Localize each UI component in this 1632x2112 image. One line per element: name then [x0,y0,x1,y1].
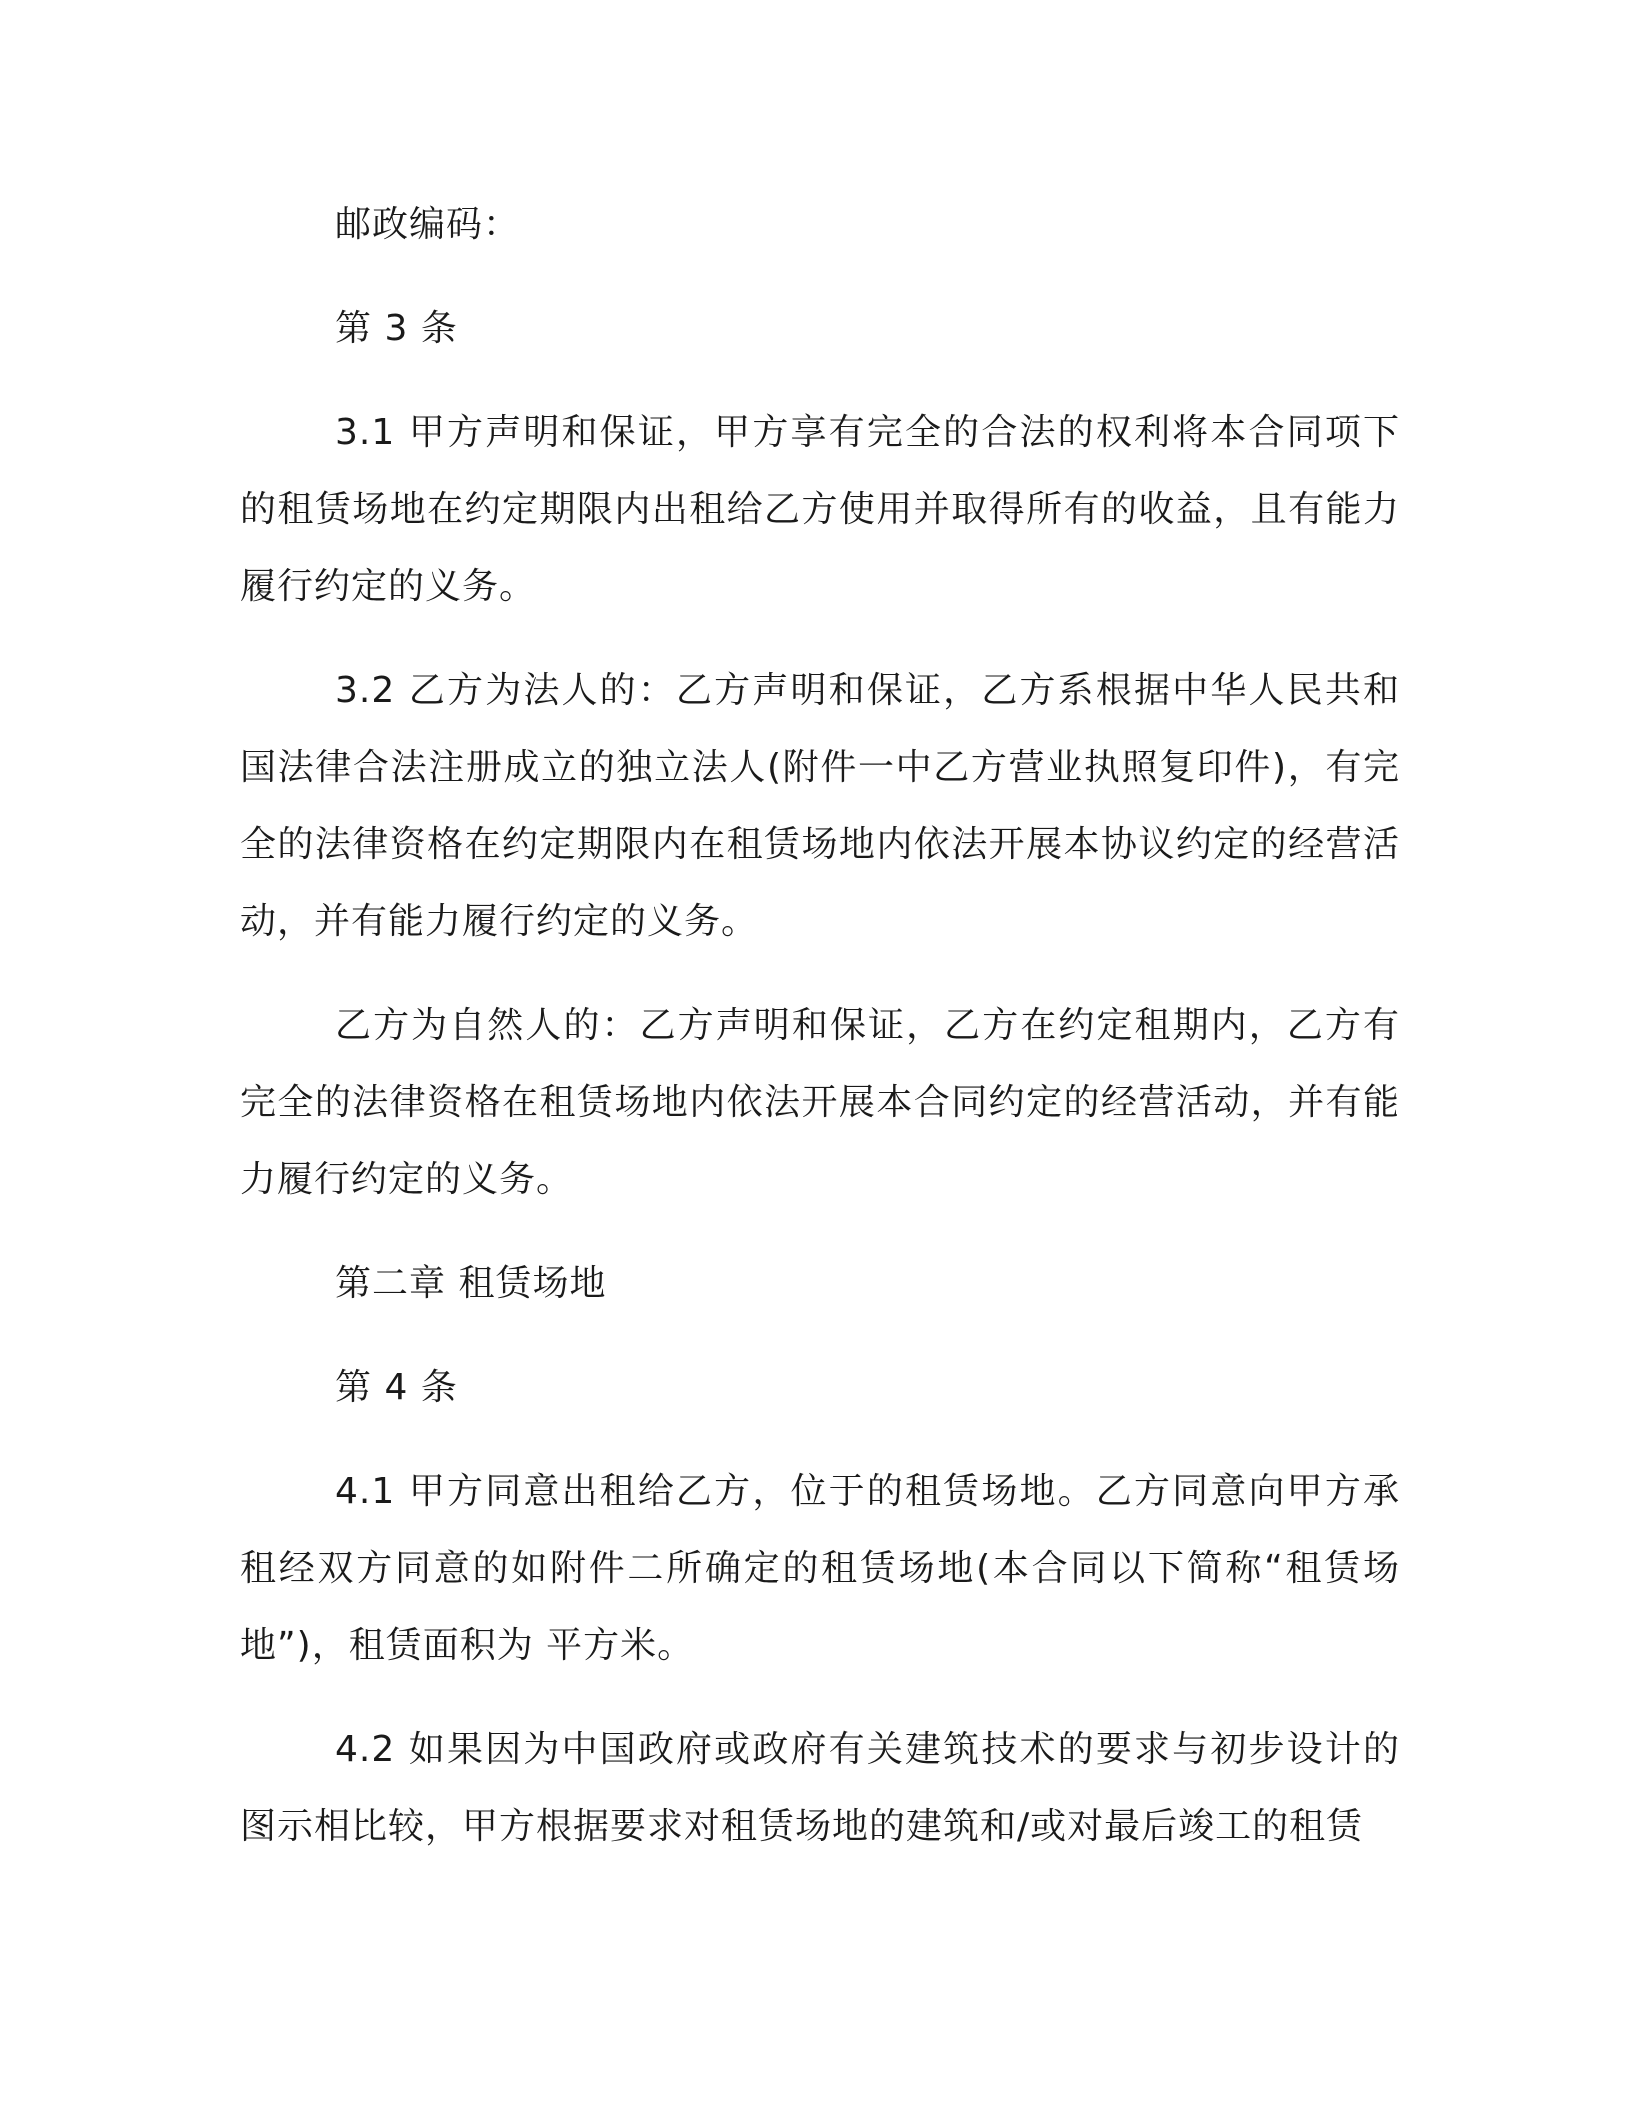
article-3-2-natural-person-paragraph: 乙方为自然人的：乙方声明和保证，乙方在约定租期内，乙方有完全的法律资格在租赁场地内依法开展本合同约定的经营活动，并有能力履行约定的义务。 [240,1005,1400,1200]
article-4-2-paragraph: 4.2 如果因为中国政府或政府有关建筑技术的要求与初步设计的图示相比较，甲方根据要求对租赁场地的建筑和/或对最后竣工的租赁 [240,1729,1400,1847]
article-3-1-paragraph: 3.1 甲方声明和保证，甲方享有完全的合法的权利将本合同项下的租赁场地在约定期限内出租给乙方使用并取得所有的收益，且有能力履行约定的义务。 [240,412,1400,607]
article-4-1-paragraph: 4.1 甲方同意出租给乙方，位于的租赁场地。乙方同意向甲方承租经双方同意的如附件二所确定的租赁场地(本合同以下简称“租赁场地”)，租赁面积为 平方米。 [240,1471,1400,1666]
document-body [240,186,1400,1865]
paragraph-spacer [240,1322,1400,1349]
paragraph-spacer [240,1684,1400,1711]
article-4-title: 第 4 条 [335,1367,458,1408]
chapter-2-title: 第二章 租赁场地 [335,1263,607,1304]
article-3-2-paragraph: 3.2 乙方为法人的：乙方声明和保证，乙方系根据中华人民共和国法律合法注册成立的独立法人(附件一中乙方营业执照复印件)，有完全的法律资格在约定期限内在租赁场地内依法开展本协议约定的经营活动，并有能力履行约定的义务。 [240,670,1400,942]
paragraph-spacer [240,367,1400,394]
paragraph-spacer [240,1218,1400,1245]
paragraph-spacer [240,625,1400,652]
article-3-title: 第 3 条 [335,308,458,349]
paragraph-spacer [240,1426,1400,1453]
postal-code-label: 邮政编码： [335,204,521,245]
paragraph-spacer [240,263,1400,290]
paragraph-spacer [240,960,1400,987]
